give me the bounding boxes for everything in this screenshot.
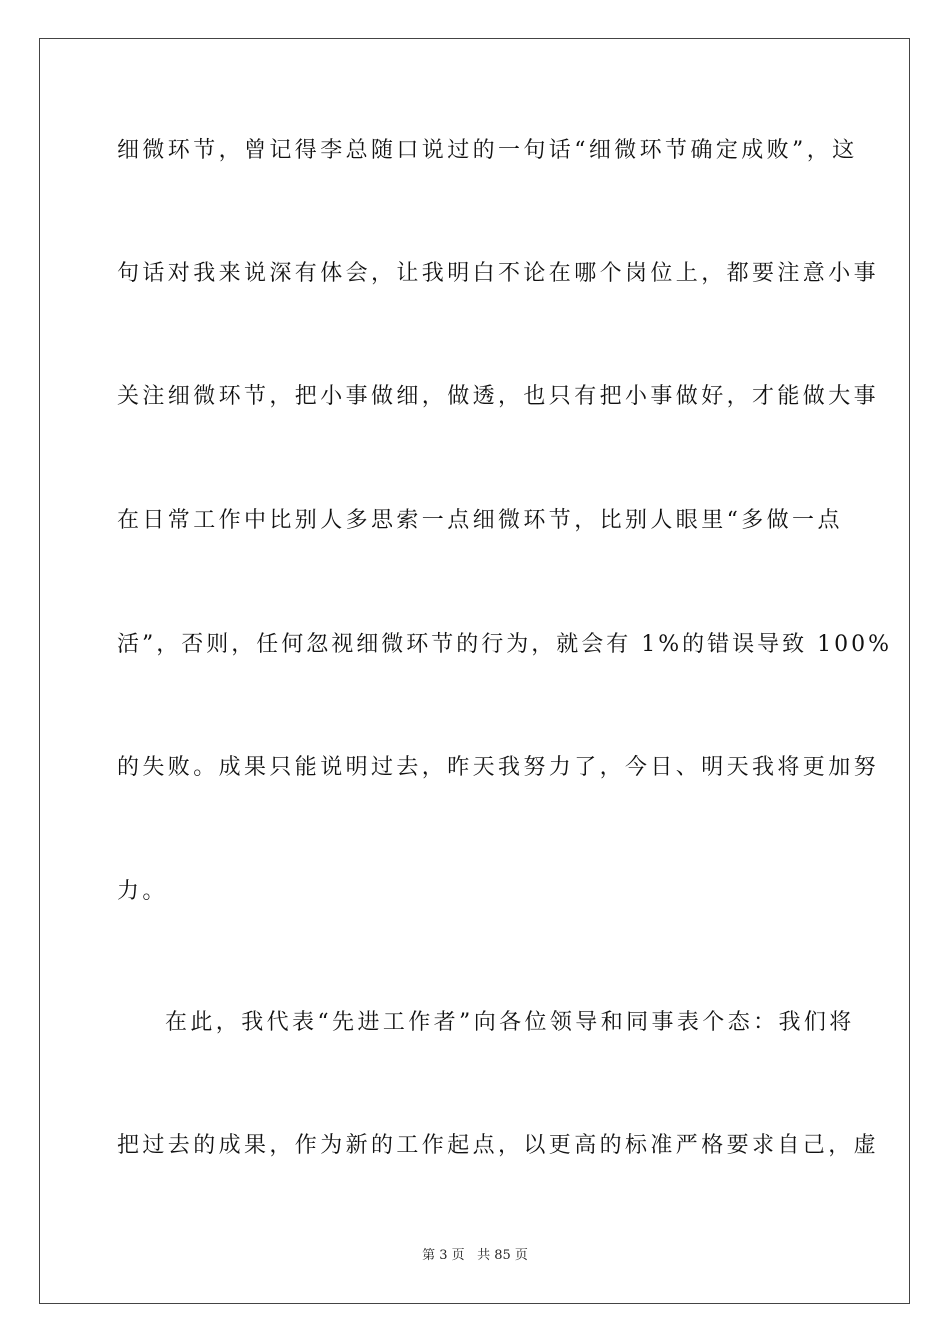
body-text-line: 句话对我来说深有体会，让我明白不论在哪个岗位上，都要注意小事	[117, 261, 880, 286]
page-footer	[0, 1247, 950, 1265]
paragraph-first-line: 在此，我代表“先进工作者”向各位领导和同事表个态：我们将	[165, 1010, 855, 1035]
body-text-line: 的失败。成果只能说明过去，昨天我努力了，今日、明天我将更加努	[117, 755, 880, 780]
body-text-line: 关注细微环节，把小事做细，做透，也只有把小事做好，才能做大事	[117, 384, 880, 409]
page-border	[39, 38, 910, 1304]
body-text-line: 在日常工作中比别人多思索一点细微环节，比别人眼里“多做一点	[117, 508, 843, 533]
body-text-line: 活”，否则，任何忽视细微环节的行为，就会有 1%的错误导致 100%	[117, 632, 893, 657]
body-text-line: 细微环节，曾记得李总随口说过的一句话“细微环节确定成败”，这	[117, 138, 858, 163]
body-text-line: 力。	[117, 879, 168, 904]
body-text-line: 把过去的成果，作为新的工作起点，以更高的标准严格要求自己，虚	[117, 1133, 880, 1158]
page-number: 第 3 页	[422, 1248, 465, 1263]
page-total: 共 85 页	[477, 1248, 528, 1263]
